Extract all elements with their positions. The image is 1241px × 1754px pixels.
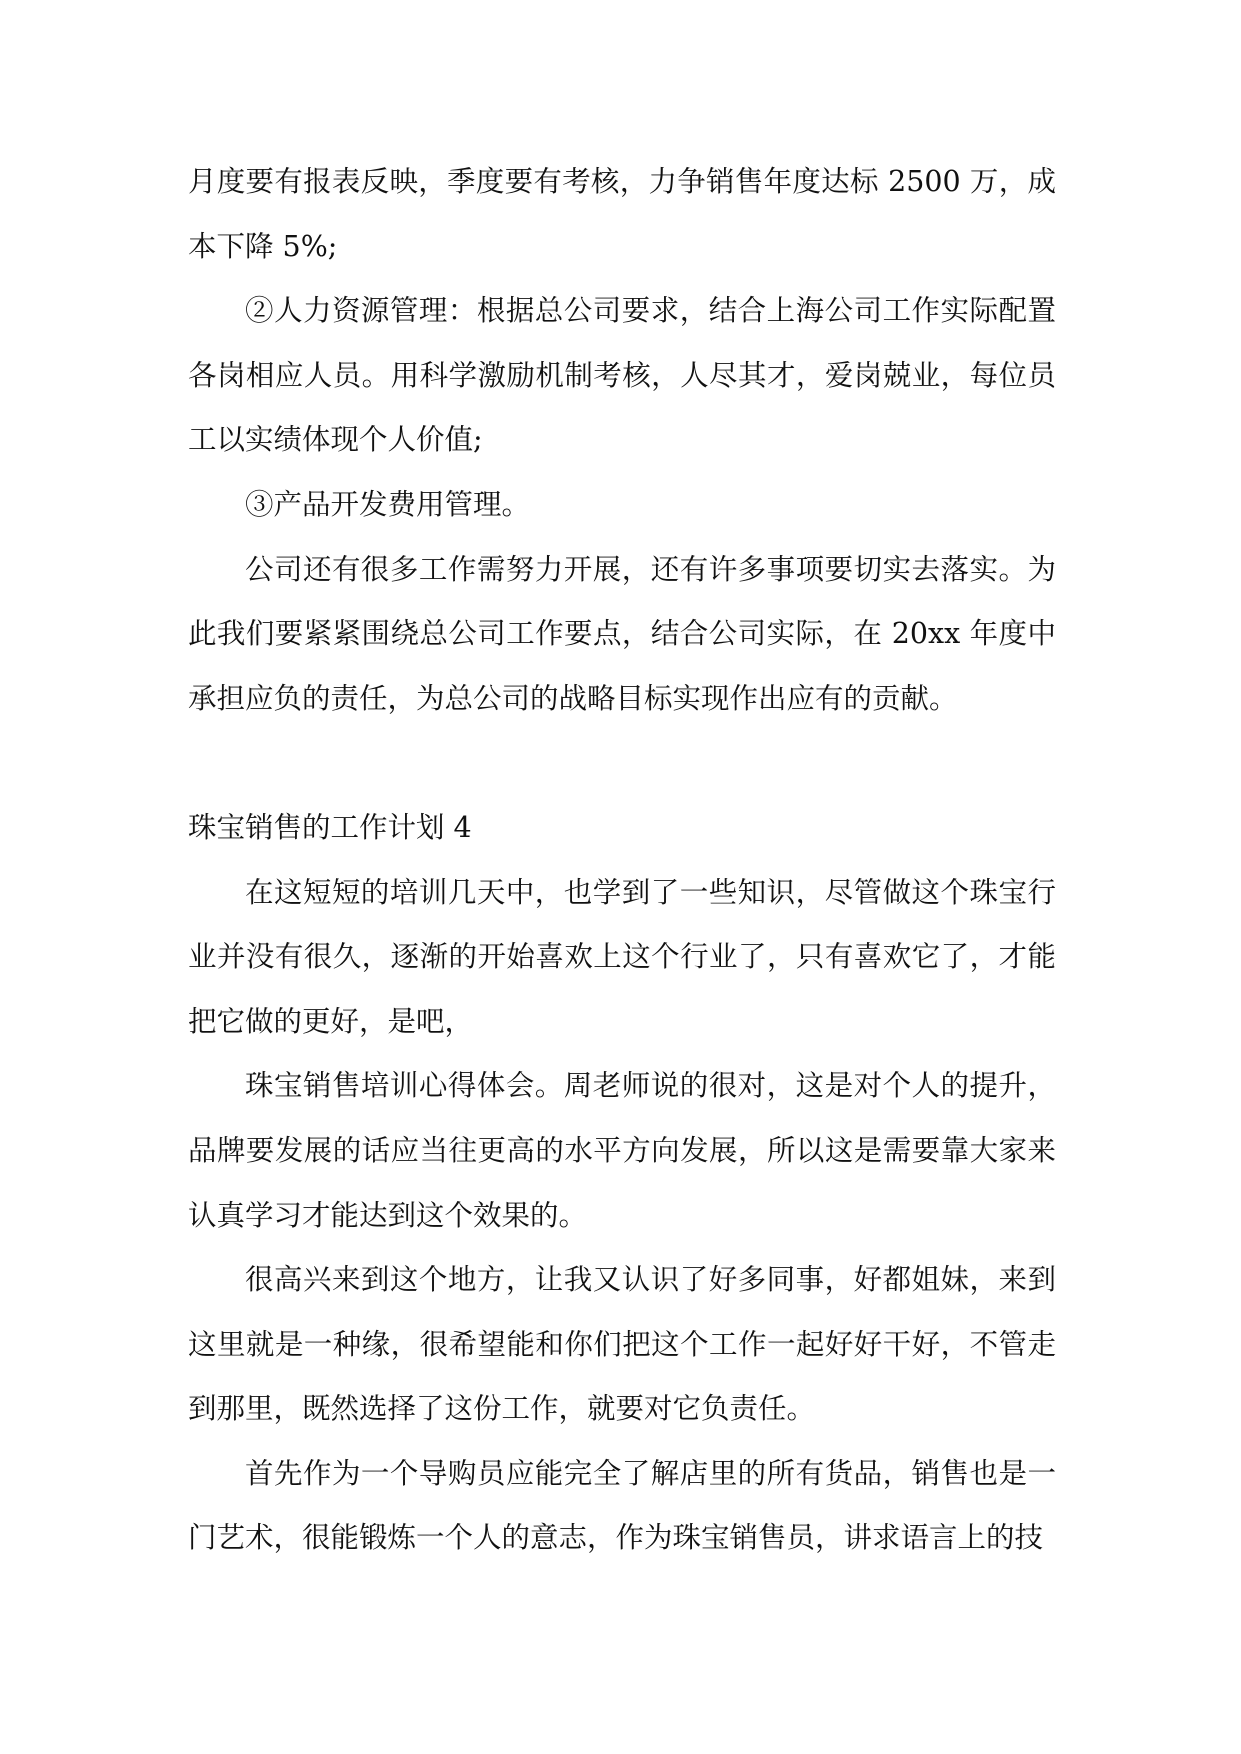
paragraph-budget-target: 月度要有报表反映，季度要有考核，力争销售年度达标 2500 万，成本下降 5%; <box>188 165 1056 263</box>
paragraph-training-experience: 珠宝销售培训心得体会。周老师说的很对，这是对个人的提升，品牌要发展的话应当往更高的水平方向发展，所以这是需要靠大家来认真学习才能达到这个效果的。 <box>188 1069 1056 1232</box>
paragraph-sales-skills: 首先作为一个导购员应能完全了解店里的所有货品，销售也是一门艺术，很能锻炼一个人的意志，作为珠宝销售员，讲求语言上的技 <box>188 1456 1056 1555</box>
section-heading: 珠宝销售的工作计划 4 <box>188 810 472 844</box>
paragraph-training-intro: 在这短短的培训几天中，也学到了一些知识，尽管做这个珠宝行业并没有很久，逐渐的开始喜欢上这个行业了，只有喜欢它了，才能把它做的更好，是吧， <box>188 875 1056 1038</box>
document-body <box>188 150 1056 1571</box>
paragraph-company-goals: 公司还有很多工作需努力开展，还有许多事项要切实去落实。为此我们要紧紧围绕总公司工作要点，结合公司实际，在 20xx 年度中承担应负的责任，为总公司的战略目标实现作出应有的贡献。 <box>188 552 1056 715</box>
paragraph-hr-management: ②人力资源管理：根据总公司要求，结合上海公司工作实际配置各岗相应人员。用科学激励机制考核，人尽其才，爱岗兢业，每位员工以实绩体现个人价值; <box>188 294 1056 457</box>
paragraph-colleagues: 很高兴来到这个地方，让我又认识了好多同事，好都姐妹，来到这里就是一种缘，很希望能和你们把这个工作一起好好干好，不管走到那里，既然选择了这份工作，就要对它负责任。 <box>188 1263 1056 1426</box>
paragraph-product-cost: ③产品开发费用管理。 <box>245 487 531 521</box>
